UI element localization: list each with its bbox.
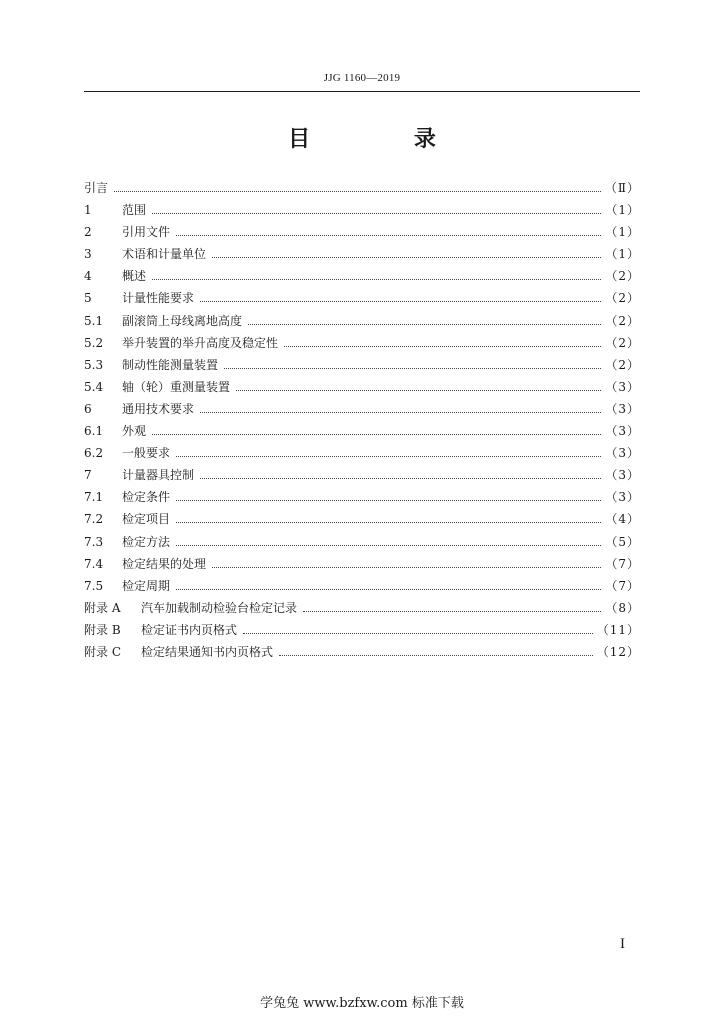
toc-dot-leader [200, 398, 601, 413]
toc-dot-leader [284, 332, 601, 347]
toc-entry [84, 597, 640, 619]
toc-entry-number: 5.3 [84, 357, 104, 372]
toc-dot-leader [200, 464, 601, 479]
toc-entry-label: 汽车加载制动检验台检定记录 [141, 600, 298, 615]
toc-dot-leader [212, 243, 601, 258]
toc-entry-label: 举升装置的举升高度及稳定性 [122, 335, 279, 350]
toc-entry-page: （1） [605, 247, 640, 262]
toc-dot-leader [248, 310, 601, 325]
header-rule [84, 91, 640, 92]
toc-entry-number: 5.1 [84, 313, 104, 328]
toc-entry-page: （7） [605, 556, 640, 571]
toc-entry-page: （2） [605, 269, 640, 284]
toc-entry [84, 619, 640, 641]
toc-entry-page: （2） [605, 357, 640, 372]
toc-entry-label: 检定周期 [122, 578, 171, 593]
toc-entry-number: 附录 A [84, 600, 121, 615]
toc-entry-number: 5 [84, 291, 92, 306]
toc-entry [84, 354, 640, 376]
toc-entry-number: 1 [84, 203, 92, 218]
toc-entry-page: （Ⅱ） [604, 181, 640, 195]
toc-entry-page: （2） [605, 291, 640, 306]
toc-entry [84, 575, 640, 597]
toc-entry-label: 计量器具控制 [122, 468, 195, 483]
toc-entry-page: （3） [605, 446, 640, 461]
toc-entry-number: 7.3 [84, 534, 104, 549]
toc-entry-number: 6.1 [84, 424, 104, 439]
standard-code-header: JJG 1160—2019 [323, 72, 401, 84]
page-number: I [620, 936, 625, 952]
toc-entry [84, 531, 640, 553]
toc-dot-leader [152, 199, 601, 214]
toc-dot-leader [243, 619, 593, 634]
toc-entry-number: 附录 C [84, 644, 121, 659]
toc-entry [84, 243, 640, 265]
toc-entry-label: 检定结果通知书内页格式 [141, 644, 274, 659]
toc-entry [84, 508, 640, 530]
toc-entry-page: （2） [605, 313, 640, 328]
toc-entry [84, 332, 640, 354]
toc-entry [84, 442, 640, 464]
toc-entry-number: 附录 B [84, 622, 121, 637]
toc-entry-number: 7 [84, 468, 92, 483]
toc-entry-label: 计量性能要求 [122, 291, 195, 306]
toc-entry-label: 轴（轮）重测量装置 [122, 379, 231, 394]
toc-entry-label: 术语和计量单位 [122, 247, 207, 262]
toc-entry [84, 287, 640, 309]
toc-entry-page: （3） [605, 468, 640, 483]
toc-entry-page: （2） [605, 335, 640, 350]
toc-entry-label: 检定项目 [122, 512, 171, 527]
toc-dot-leader [279, 641, 593, 656]
toc-entry-label: 制动性能测量装置 [122, 357, 219, 372]
footer-watermark: 学兔兔 www.bzfxw.com 标准下载 [260, 996, 464, 1011]
toc-entry-label: 通用技术要求 [122, 401, 195, 416]
toc-entry-page: （1） [605, 203, 640, 218]
toc-entry-number: 6.2 [84, 446, 104, 461]
toc-entry-label: 副滚筒上母线离地高度 [122, 313, 243, 328]
toc-dot-leader [176, 486, 601, 501]
toc-entry-label: 一般要求 [122, 446, 171, 461]
toc-entry [84, 641, 640, 663]
toc-dot-leader [176, 531, 601, 546]
toc-entry [84, 420, 640, 442]
toc-dot-leader [152, 265, 601, 280]
toc-entry-page: （7） [605, 578, 640, 593]
toc-entry-number: 7.2 [84, 512, 104, 527]
toc-entry-page: （3） [605, 490, 640, 505]
toc-entry-page: （1） [605, 225, 640, 240]
toc-entry-page: （12） [596, 644, 640, 659]
toc-entry [84, 265, 640, 287]
toc-dot-leader [303, 597, 601, 612]
toc-entry [84, 376, 640, 398]
toc-entry-page: （4） [605, 512, 640, 527]
toc-entry-page: （3） [605, 424, 640, 439]
toc-entry-page: （3） [605, 401, 640, 416]
toc-entry-label: 检定结果的处理 [122, 556, 207, 571]
toc-entry-label: 检定证书内页格式 [141, 622, 238, 637]
toc-entry-page: （5） [605, 534, 640, 549]
toc-entry-page: （11） [596, 622, 640, 637]
toc-entry [84, 199, 640, 221]
toc-entry-number: 2 [84, 225, 92, 240]
toc-entry-number: 4 [84, 269, 92, 284]
toc-dot-leader [224, 354, 601, 369]
toc-dot-leader [236, 376, 601, 391]
page-title: 目 录 [288, 126, 484, 152]
toc-entry-number: 7.4 [84, 556, 104, 571]
toc-entry-label: 检定条件 [122, 490, 171, 505]
toc-entry [84, 398, 640, 420]
toc-entry [84, 464, 640, 486]
toc-entry-label: 范围 [122, 203, 147, 218]
table-of-contents [84, 177, 640, 663]
toc-dot-leader [176, 442, 601, 457]
toc-entry-number: 3 [84, 247, 92, 262]
toc-dot-leader [212, 553, 601, 568]
toc-entry-label: 外观 [122, 424, 147, 439]
toc-entry [84, 486, 640, 508]
toc-dot-leader [176, 575, 601, 590]
toc-entry-page: （3） [605, 379, 640, 394]
toc-entry [84, 553, 640, 575]
toc-entry [84, 310, 640, 332]
toc-entry-label: 概述 [122, 269, 147, 284]
toc-dot-leader [176, 221, 601, 236]
toc-entry-number: 7.5 [84, 578, 104, 593]
toc-entry-label: 引用文件 [122, 225, 171, 240]
toc-entry [84, 177, 640, 199]
toc-dot-leader [152, 420, 601, 435]
toc-dot-leader [176, 508, 601, 523]
toc-dot-leader [200, 287, 601, 302]
toc-entry-page: （8） [605, 600, 640, 615]
toc-entry-label: 检定方法 [122, 534, 171, 549]
toc-entry-number: 5.4 [84, 379, 104, 394]
toc-entry [84, 221, 640, 243]
toc-dot-leader [114, 177, 601, 192]
toc-entry-number: 7.1 [84, 490, 104, 505]
toc-entry-label: 引言 [84, 181, 109, 195]
toc-entry-number: 5.2 [84, 335, 104, 350]
toc-entry-number: 6 [84, 401, 92, 416]
